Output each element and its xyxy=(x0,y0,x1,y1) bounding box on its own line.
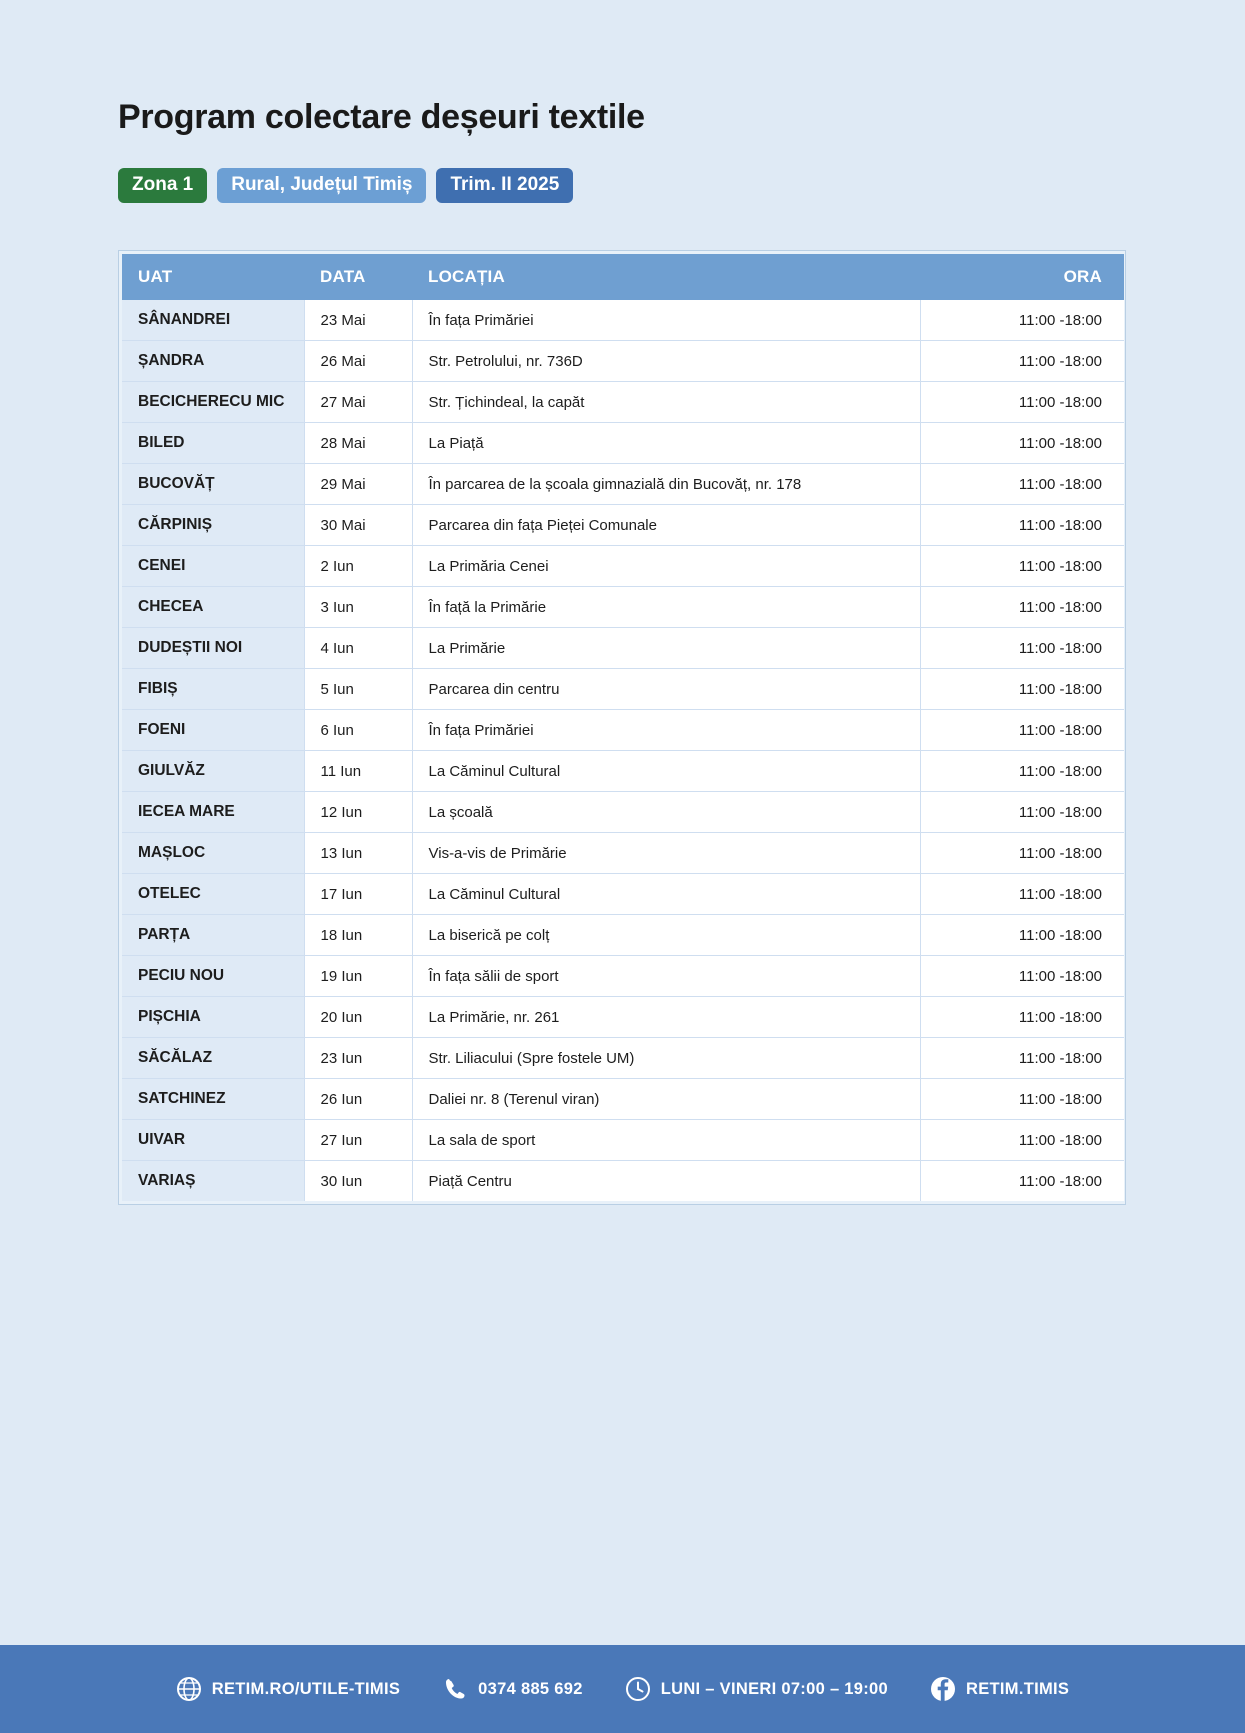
cell-ora: 11:00 -18:00 xyxy=(920,341,1124,382)
cell-ora: 11:00 -18:00 xyxy=(920,628,1124,669)
footer-hours-label: LUNI – VINERI 07:00 – 19:00 xyxy=(660,1679,888,1698)
cell-ora: 11:00 -18:00 xyxy=(920,997,1124,1038)
cell-uat: VARIAȘ xyxy=(122,1161,304,1202)
footer-phone-label: 0374 885 692 xyxy=(478,1679,583,1698)
cell-data: 5 Iun xyxy=(304,669,412,710)
cell-uat: CENEI xyxy=(122,546,304,587)
table-row xyxy=(122,874,1124,915)
table-row xyxy=(122,997,1124,1038)
cell-data: 13 Iun xyxy=(304,833,412,874)
cell-ora: 11:00 -18:00 xyxy=(920,1161,1124,1202)
cell-ora: 11:00 -18:00 xyxy=(920,833,1124,874)
badge-zone: Zona 1 xyxy=(118,168,207,203)
table-row xyxy=(122,300,1124,341)
table-row xyxy=(122,423,1124,464)
table-row xyxy=(122,792,1124,833)
cell-uat: GIULVĂZ xyxy=(122,751,304,792)
table-row xyxy=(122,505,1124,546)
cell-data: 6 Iun xyxy=(304,710,412,751)
cell-data: 12 Iun xyxy=(304,792,412,833)
cell-ora: 11:00 -18:00 xyxy=(920,874,1124,915)
cell-ora: 11:00 -18:00 xyxy=(920,505,1124,546)
badge-period: Trim. II 2025 xyxy=(436,168,573,203)
cell-data: 26 Mai xyxy=(304,341,412,382)
table-row xyxy=(122,669,1124,710)
table-row xyxy=(122,751,1124,792)
footer-phone[interactable] xyxy=(442,1676,583,1702)
cell-data: 4 Iun xyxy=(304,628,412,669)
cell-ora: 11:00 -18:00 xyxy=(920,956,1124,997)
cell-locatia: La școală xyxy=(412,792,920,833)
table-row xyxy=(122,628,1124,669)
table-row xyxy=(122,382,1124,423)
cell-ora: 11:00 -18:00 xyxy=(920,792,1124,833)
cell-uat: UIVAR xyxy=(122,1120,304,1161)
cell-uat: SĂCĂLAZ xyxy=(122,1038,304,1079)
cell-data: 23 Mai xyxy=(304,300,412,341)
cell-locatia: Vis-a-vis de Primărie xyxy=(412,833,920,874)
cell-uat: OTELEC xyxy=(122,874,304,915)
cell-locatia: În fața Primăriei xyxy=(412,300,920,341)
cell-uat: FIBIȘ xyxy=(122,669,304,710)
cell-uat: PARȚA xyxy=(122,915,304,956)
cell-data: 28 Mai xyxy=(304,423,412,464)
cell-ora: 11:00 -18:00 xyxy=(920,751,1124,792)
cell-ora: 11:00 -18:00 xyxy=(920,1079,1124,1120)
cell-ora: 11:00 -18:00 xyxy=(920,915,1124,956)
cell-locatia: Parcarea din centru xyxy=(412,669,920,710)
footer-facebook-label: RETIM.TIMIS xyxy=(966,1679,1070,1698)
cell-ora: 11:00 -18:00 xyxy=(920,423,1124,464)
cell-ora: 11:00 -18:00 xyxy=(920,382,1124,423)
table-row xyxy=(122,1079,1124,1120)
cell-uat: CĂRPINIȘ xyxy=(122,505,304,546)
cell-uat: PIȘCHIA xyxy=(122,997,304,1038)
cell-uat: BILED xyxy=(122,423,304,464)
footer-website[interactable] xyxy=(176,1676,400,1702)
table-row xyxy=(122,546,1124,587)
schedule-table xyxy=(122,254,1124,1201)
footer-website-label: RETIM.RO/UTILE-TIMIS xyxy=(211,1679,401,1698)
cell-uat: IECEA MARE xyxy=(122,792,304,833)
table-row xyxy=(122,956,1124,997)
table-body xyxy=(122,300,1124,1201)
table-row xyxy=(122,587,1124,628)
cell-data: 20 Iun xyxy=(304,997,412,1038)
cell-locatia: La Primărie xyxy=(412,628,920,669)
cell-ora: 11:00 -18:00 xyxy=(920,300,1124,341)
cell-data: 30 Mai xyxy=(304,505,412,546)
cell-ora: 11:00 -18:00 xyxy=(920,464,1124,505)
table-header-row xyxy=(122,254,1124,300)
cell-data: 17 Iun xyxy=(304,874,412,915)
table-header xyxy=(122,254,1124,300)
cell-uat: CHECEA xyxy=(122,587,304,628)
cell-locatia: La Căminul Cultural xyxy=(412,874,920,915)
cell-data: 3 Iun xyxy=(304,587,412,628)
table-row xyxy=(122,341,1124,382)
table-row xyxy=(122,710,1124,751)
cell-locatia: Daliei nr. 8 (Terenul viran) xyxy=(412,1079,920,1120)
column-header-ora: ORA xyxy=(920,254,1124,300)
badge-region: Rural, Județul Timiș xyxy=(217,168,426,203)
footer-facebook[interactable] xyxy=(930,1676,1069,1702)
cell-uat: MAȘLOC xyxy=(122,833,304,874)
table-row xyxy=(122,1120,1124,1161)
table-row xyxy=(122,1161,1124,1202)
cell-ora: 11:00 -18:00 xyxy=(920,710,1124,751)
cell-locatia: La sala de sport xyxy=(412,1120,920,1161)
column-header-data: DATA xyxy=(304,254,412,300)
facebook-icon xyxy=(930,1676,956,1702)
cell-data: 30 Iun xyxy=(304,1161,412,1202)
cell-ora: 11:00 -18:00 xyxy=(920,546,1124,587)
clock-icon xyxy=(625,1676,651,1702)
cell-data: 26 Iun xyxy=(304,1079,412,1120)
cell-locatia: În parcarea de la școala gimnazială din Bucovăț, nr. 178 xyxy=(412,464,920,505)
cell-data: 29 Mai xyxy=(304,464,412,505)
cell-uat: DUDEȘTII NOI xyxy=(122,628,304,669)
cell-locatia: La Primăria Cenei xyxy=(412,546,920,587)
phone-icon xyxy=(442,1676,468,1702)
cell-uat: ȘANDRA xyxy=(122,341,304,382)
page-title: Program colectare deșeuri textile xyxy=(118,98,645,136)
cell-locatia: Parcarea din fața Pieței Comunale xyxy=(412,505,920,546)
cell-data: 2 Iun xyxy=(304,546,412,587)
cell-ora: 11:00 -18:00 xyxy=(920,587,1124,628)
cell-uat: SATCHINEZ xyxy=(122,1079,304,1120)
cell-ora: 11:00 -18:00 xyxy=(920,1038,1124,1079)
cell-locatia: Piață Centru xyxy=(412,1161,920,1202)
cell-locatia: La biserică pe colț xyxy=(412,915,920,956)
cell-data: 19 Iun xyxy=(304,956,412,997)
cell-locatia: În fața sălii de sport xyxy=(412,956,920,997)
table-row xyxy=(122,464,1124,505)
cell-ora: 11:00 -18:00 xyxy=(920,1120,1124,1161)
badge-group xyxy=(118,168,573,203)
cell-data: 11 Iun xyxy=(304,751,412,792)
globe-icon xyxy=(176,1676,202,1702)
column-header-uat: UAT xyxy=(122,254,304,300)
cell-uat: PECIU NOU xyxy=(122,956,304,997)
cell-locatia: La Piață xyxy=(412,423,920,464)
schedule-table-container xyxy=(118,250,1126,1205)
cell-data: 18 Iun xyxy=(304,915,412,956)
cell-uat: FOENI xyxy=(122,710,304,751)
cell-uat: SÂNANDREI xyxy=(122,300,304,341)
table-row xyxy=(122,833,1124,874)
column-header-locatia: LOCAȚIA xyxy=(412,254,920,300)
cell-ora: 11:00 -18:00 xyxy=(920,669,1124,710)
footer-hours xyxy=(625,1676,888,1702)
table-row xyxy=(122,915,1124,956)
cell-locatia: La Căminul Cultural xyxy=(412,751,920,792)
cell-uat: BECICHERECU MIC xyxy=(122,382,304,423)
cell-locatia: Str. Țichindeal, la capăt xyxy=(412,382,920,423)
cell-data: 27 Mai xyxy=(304,382,412,423)
cell-locatia: Str. Petrolului, nr. 736D xyxy=(412,341,920,382)
cell-locatia: În față la Primărie xyxy=(412,587,920,628)
cell-locatia: Str. Liliacului (Spre fostele UM) xyxy=(412,1038,920,1079)
cell-data: 23 Iun xyxy=(304,1038,412,1079)
cell-uat: BUCOVĂȚ xyxy=(122,464,304,505)
footer-bar xyxy=(0,1645,1245,1733)
cell-locatia: La Primărie, nr. 261 xyxy=(412,997,920,1038)
cell-locatia: În fața Primăriei xyxy=(412,710,920,751)
table-row xyxy=(122,1038,1124,1079)
cell-data: 27 Iun xyxy=(304,1120,412,1161)
